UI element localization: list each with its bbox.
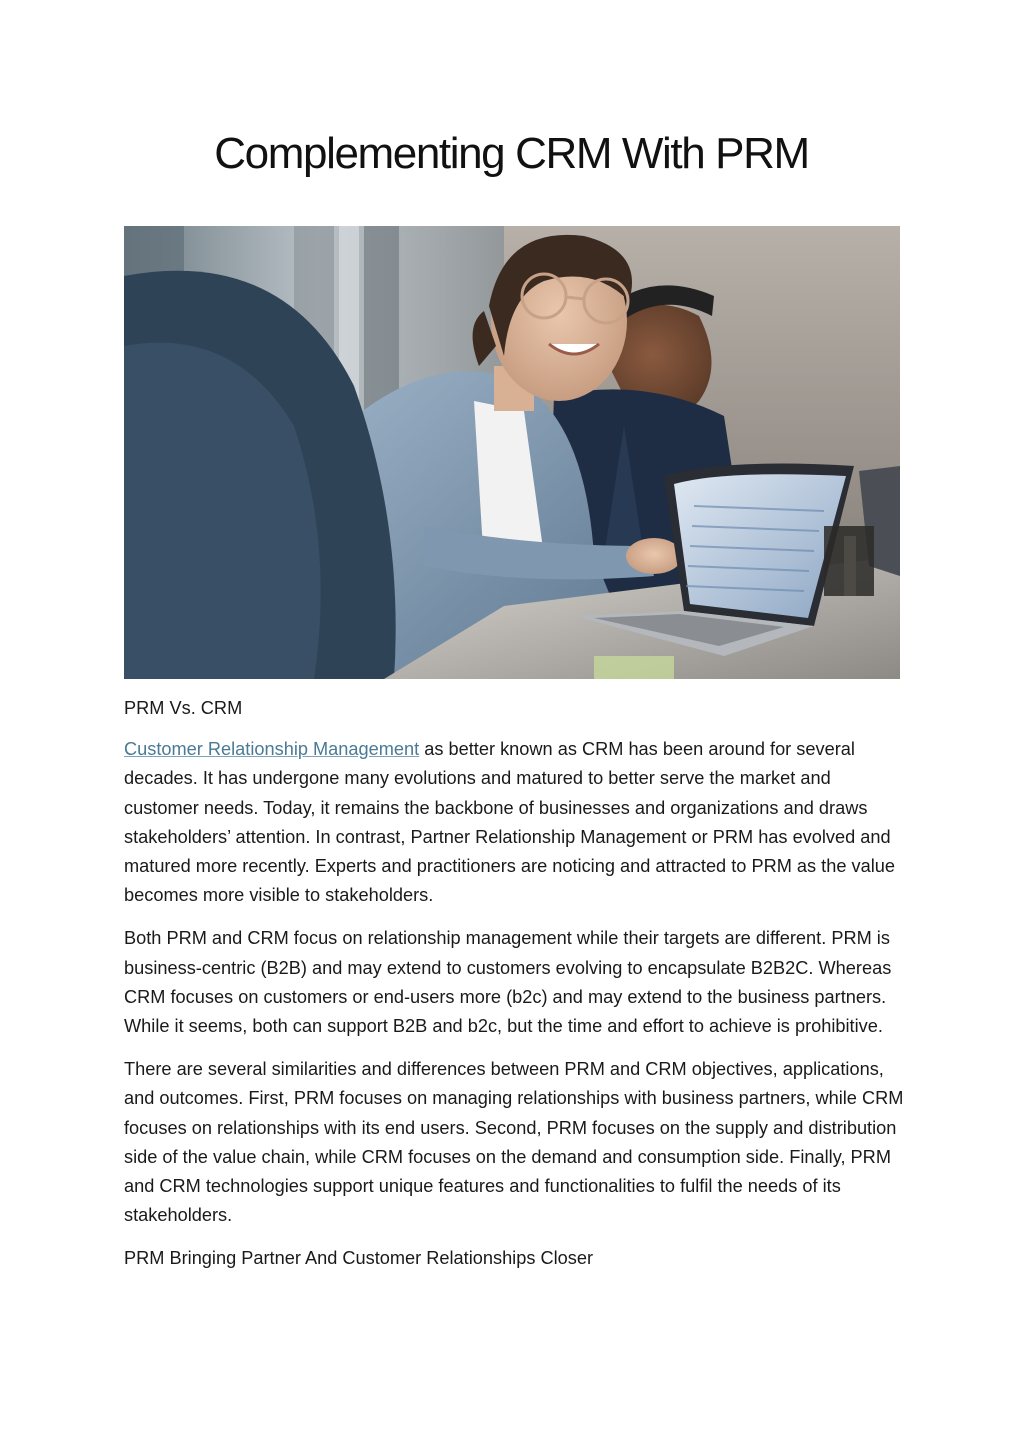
article-body <box>124 694 904 1286</box>
crm-link[interactable]: Customer Relationship Management <box>124 739 420 760</box>
page-title: Complementing CRM With PRM <box>214 129 809 178</box>
article-photo <box>124 226 900 679</box>
paragraph-intro <box>124 735 904 910</box>
paragraph-focus: Both PRM and CRM focus on relationship management while their targets are different. PRM is business-centric (B2B) and may extend to customers evolving to encapsulate B2B2C. Whereas CRM focuses on customers or end-users more (b2c) and may extend to the business partners. While it seems, both can support B2B and b2c, but the time and effort to achieve is prohibitive. <box>124 928 892 1037</box>
section-heading-prm-vs-crm: PRM Vs. CRM <box>124 698 243 718</box>
paragraph-similarities: There are several similarities and differences between PRM and CRM objectives, applications, and outcomes. First, PRM focuses on managing relationships with business partners, while CRM focuses on relationships with its end users. Second, PRM focuses on the supply and distribution side of the value chain, while CRM focuses on the demand and consumption side. Finally, PRM and CRM technologies support unique features and functionalities to fulfil the needs of its stakeholders. <box>124 1059 904 1226</box>
paragraph-intro-text: as better known as CRM has been around for several decades. It has undergone many evolutions and matured to better serve the market and customer needs. Today, it remains the backbone of businesses and organizations and draws stakeholders’ attention. In contrast, Partner Relationship Management or PRM has evolved and matured more recently. Experts and practitioners are noticing and attracted to PRM as the value becomes more visible to stakeholders. <box>124 739 895 906</box>
office-photo-illustration <box>124 226 900 679</box>
section-heading-prm-closer: PRM Bringing Partner And Customer Relationships Closer <box>124 1248 594 1269</box>
